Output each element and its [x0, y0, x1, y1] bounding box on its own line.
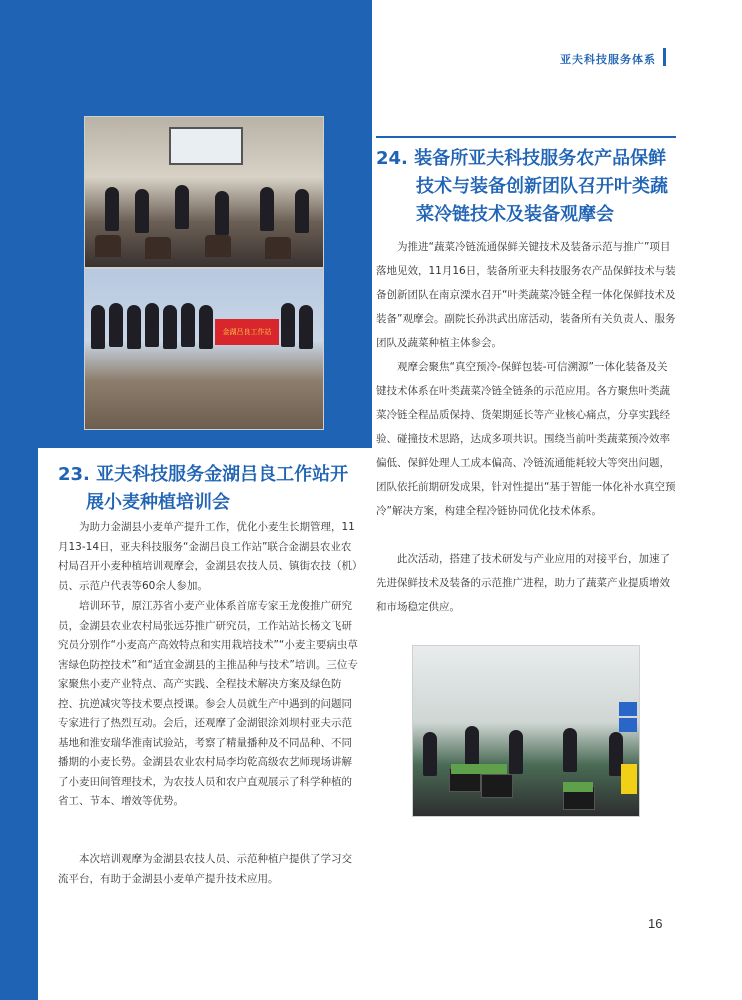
leafy-greens	[451, 764, 507, 774]
vegetable-crate	[481, 774, 513, 798]
cold-storage-photo	[412, 645, 640, 817]
page-number: 16	[648, 916, 663, 931]
attendee	[105, 187, 119, 231]
section-24-title-line2: 技术与装备创新团队召开叶类蔬	[416, 176, 668, 197]
participant	[181, 303, 195, 347]
section-23-title	[58, 461, 358, 517]
chair	[265, 237, 291, 259]
section-24-title-line3: 菜冷链技术及装备观摩会	[416, 204, 614, 225]
visitor	[563, 728, 577, 772]
projection-screen	[169, 127, 243, 165]
section-24-rule	[376, 136, 676, 138]
participant	[109, 303, 123, 347]
section-24-paragraph: 此次活动，搭建了技术研发与产业应用的对接平台，加速了先进保鲜技术及装备的示范推广进程，助力了蔬菜产业提质增效和市场稳定供应。	[376, 553, 670, 613]
attendee	[260, 187, 274, 231]
section-23-title-line1: 亚夫科技服务金湖吕良工作站开	[96, 464, 349, 485]
participant	[163, 305, 177, 349]
section-23-number: 23.	[58, 464, 90, 485]
section-24-paragraph: 为推进“蔬菜冷链流通保鲜关键技术及装备示范与推广”项目落地见效，11月16日，装备所亚夫科技服务农产品保鲜技术与装备创新团队在南京溧水召开“叶类蔬菜冷链全程一体化保鲜技术及装备”观摩会。副院长孙洪武出席活动，装备所有关负责人、服务团队及蔬菜种植主体参会。	[376, 241, 676, 349]
section-24-title-line1: 装备所亚夫科技服务农产品保鲜	[414, 148, 667, 169]
participant	[145, 303, 159, 347]
participant	[91, 305, 105, 349]
blue-bin	[619, 702, 637, 716]
attendee	[175, 185, 189, 229]
section-23-paragraph: 本次培训观摩为金湖县农技人员、示范种植户提供了学习交流平台，有助于金湖县小麦单产提升技术应用。	[58, 853, 352, 885]
visitor	[423, 732, 437, 776]
meeting-photo	[84, 116, 324, 268]
header-accent-bar	[663, 48, 666, 66]
section-24-paragraph: 观摩会聚焦“真空预冷-保鲜包装-可信溯源”一体化装备及关键技术体系在叶类蔬菜冷链全链条的示范应用。各方聚焦叶类蔬菜冷链全程品质保持、货架期延长等产业核心痛点，分享实践经验、碰撞技术思路，达成多项共识。围绕当前叶类蔬菜预冷效率偏低、保鲜处理人工成本偏高、冷链流通能耗较大等突出问题，团队依托前期研发成果，针对性提出“基于智能一体化补水真空预冷”解决方案，构建全程冷链协同优化技术体系。	[376, 361, 676, 517]
visitor	[509, 730, 523, 774]
attendee	[135, 189, 149, 233]
participant	[299, 305, 313, 349]
section-23-title-line2: 展小麦种植培训会	[86, 492, 230, 513]
section-24-title	[376, 145, 682, 229]
yellow-bin	[621, 764, 637, 794]
participant	[199, 305, 213, 349]
chair	[95, 235, 121, 257]
group-field-photo	[84, 268, 324, 430]
chair	[145, 237, 171, 259]
attendee	[295, 189, 309, 233]
participant	[127, 305, 141, 349]
red-banner: 金湖吕良工作站	[215, 319, 279, 345]
running-header: 亚夫科技服务体系	[560, 53, 656, 66]
section-23-paragraph: 为助力金湖县小麦单产提升工作，优化小麦生长期管理，11月13-14日，亚夫科技服务“金湖吕良工作站”联合金湖县农业农村局召开小麦种植培训观摩会，金湖县农技人员、镇街农技（机）员、示范户代表等60余人参加。	[58, 521, 358, 592]
attendee	[215, 191, 229, 235]
leafy-greens	[563, 782, 593, 792]
section-24-number: 24.	[376, 148, 408, 169]
blue-bin	[619, 718, 637, 732]
chair	[205, 235, 231, 257]
section-23-paragraph: 培训环节，原江苏省小麦产业体系首席专家王龙俊推广研究员，金湖县农业农村局张远芬推广研究员，工作站站长杨文飞研究员分别作“小麦高产高效特点和实用栽培技术”“小麦主要病虫草害绿色防控技术”和“适宜金湖县的主推品种与技术”培训。三位专家聚焦小麦产业特点、高产实践、全程技术解决方案及绿色防控、抗逆减灾等技术要点授课。参会人员就生产中遇到的问题同专家进行了热烈互动。会后，还观摩了金湖银涂刘坝村亚夫示范基地和淮安瑞华淮南试验站，考察了精量播种及不同品种、不同播期的小麦长势。金湖县农业农村局李均乾高级农艺师现场讲解了小麦田间管理技术，为农技人员和农户直观展示了科学种植的省工、节本、增效等优势。	[58, 600, 358, 807]
participant	[281, 303, 295, 347]
